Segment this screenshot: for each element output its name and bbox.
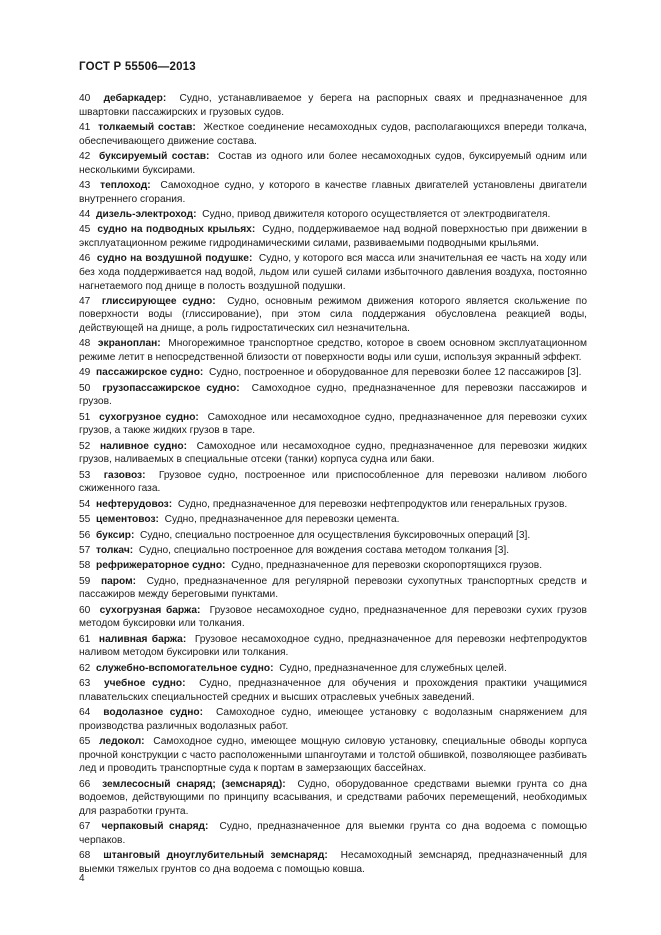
- entry-term: ледокол:: [99, 736, 145, 748]
- entry-number: 63: [79, 678, 91, 690]
- entry-term: пассажирское судно:: [96, 367, 204, 379]
- entry-term: водолазное судно:: [103, 707, 204, 719]
- definition-entry: [79, 529, 587, 543]
- definition-entry: [79, 735, 587, 776]
- entry-term: судно на воздушной подушке:: [96, 253, 253, 265]
- entry-definition: Судно, поддерживаемое над водной поверхностью при движении в эксплуатационном режиме гидродинамическими силами, развиваемыми подводными крыльями.: [79, 224, 587, 249]
- entry-definition: Судно, специально построенное для осуществления буксировочных операций [3].: [140, 529, 531, 541]
- entry-number: 66: [79, 778, 91, 790]
- definition-entry: [79, 706, 587, 733]
- entry-term: глиссирующее судно:: [101, 295, 216, 307]
- definition-entry: [79, 150, 587, 177]
- entry-term: цементовоз:: [96, 514, 159, 526]
- entry-number: 53: [79, 469, 91, 481]
- entry-definition: Судно, предназначенное для регулярной перевозки сухопутных транспортных средств и пассажиров между береговыми пунктами.: [79, 575, 587, 601]
- entry-number: 68: [79, 850, 91, 862]
- entry-term: нефтерудовоз:: [96, 498, 173, 510]
- entry-definition: Судно, основным режимом движения которого является скольжение по поверхности воды (глиссирование), при этом сила поддержания обусловлена реакцией воды, действующей на днище, а роль гидростатических сил незначительна.: [79, 295, 587, 335]
- entry-definition: Многорежимное транспортное средство, которое в своем основном эксплуатационном режиме летит в непосредственной близости от поверхности воды или суши, используя экранный эффект.: [79, 338, 587, 364]
- definition-entry: [79, 633, 587, 660]
- entry-term: буксируемый состав:: [99, 150, 210, 162]
- entry-definition: Жесткое соединение несамоходных судов, располагающихся впереди толкача, обеспечивающего движение состава.: [79, 121, 587, 147]
- entry-number: 41: [79, 121, 91, 133]
- definition-entry: [79, 677, 587, 704]
- entry-definition: Судно, устанавливаемое у берега на распорных сваях и предназначенное для швартовки пассажирских и грузовых судов.: [79, 93, 587, 118]
- entry-number: 42: [79, 150, 91, 162]
- entry-term: дизель-электроход:: [96, 208, 197, 220]
- entry-term: черпаковый снаряд:: [101, 821, 209, 833]
- entry-term: землесосный снаряд; (земснаряд):: [102, 778, 286, 790]
- definition-entry: [79, 604, 587, 631]
- entry-term: дебаркадер:: [103, 93, 167, 104]
- definition-entry: [79, 337, 587, 364]
- entry-definition: Самоходное или несамоходное судно, предназначенное для перевозки жидких грузов, наливаемых в специальные отсеки (танки) корпуса судна или баки.: [79, 440, 587, 466]
- entry-term: сухогрузное судно:: [99, 411, 199, 423]
- entry-number: 57: [79, 544, 91, 556]
- definition-entry: [79, 179, 587, 206]
- definition-entry: [79, 469, 587, 496]
- definition-entry: [79, 544, 587, 558]
- entry-definition: Состав из одного или более несамоходных судов, буксируемый одним или несколькими буксирами.: [79, 150, 587, 176]
- entry-definition: Судно, оборудованное средствами выемки грунта со дна водоемов, действующими по принципу всасывания, и средствами рабочих перемещений, необходимых для разработки грунта.: [79, 778, 587, 817]
- entry-definition: Грузовое несамоходное судно, предназначенное для перевозки сухих грузов методом буксировки или толкания.: [79, 604, 587, 630]
- entry-number: 65: [79, 736, 91, 748]
- entry-number: 47: [79, 295, 91, 307]
- entry-term: паром:: [100, 575, 136, 587]
- entry-definition: Грузовое несамоходное судно, предназначенное для перевозки нефтепродуктов наливом методом буксировки или толкания.: [79, 633, 587, 659]
- entry-definition: Судно, предназначенное для служебных целей.: [279, 662, 507, 674]
- entry-term: рефрижераторное судно:: [96, 560, 226, 572]
- definition-entry: [79, 662, 587, 676]
- entry-term: теплоход:: [100, 179, 151, 191]
- entry-definition: Самоходное или несамоходное судно, предназначенное для перевозки сухих грузов, а также жидких грузов в таре.: [79, 411, 587, 437]
- entry-number: 52: [79, 440, 91, 452]
- definition-entry: [79, 498, 587, 512]
- entry-number: 58: [79, 560, 91, 572]
- entry-term: толкаемый состав:: [98, 121, 196, 133]
- entry-definition: Несамоходный земснаряд, предназначенный для выемки тяжелых грунтов со дна водоема с помощью ковша.: [79, 850, 587, 875]
- page-number: 4: [79, 873, 85, 884]
- definition-entry: [79, 121, 587, 148]
- definition-entry: [79, 295, 587, 336]
- entry-number: 62: [79, 662, 91, 674]
- entry-number: 43: [79, 179, 91, 191]
- entry-number: 49: [79, 367, 91, 379]
- entry-definition: Судно, предназначенное для перевозки цемента.: [164, 514, 400, 526]
- definition-entry: [79, 820, 587, 847]
- entry-term: учебное судно:: [103, 678, 186, 690]
- entry-term: наливная баржа:: [98, 633, 187, 645]
- definition-entry: [79, 440, 587, 467]
- definitions-list: [79, 92, 587, 878]
- entry-number: 51: [79, 411, 91, 423]
- entry-number: 59: [79, 575, 91, 587]
- definition-entry: [79, 559, 587, 573]
- entry-number: 61: [79, 633, 91, 645]
- entry-term: толкач:: [96, 544, 134, 556]
- definition-entry: [79, 849, 587, 876]
- entry-number: 50: [79, 382, 91, 394]
- definition-entry: [79, 575, 587, 602]
- entry-definition: Грузовое судно, построенное или приспособленное для перевозки наливом любого сжиженного газа.: [79, 469, 587, 495]
- entry-definition: Судно, привод движителя которого осуществляется от электродвигателя.: [202, 208, 551, 220]
- entry-term: штанговый дноуглубительный земснаряд:: [103, 850, 328, 862]
- entry-number: 40: [79, 93, 91, 104]
- definition-entry: [79, 778, 587, 819]
- entry-term: экраноплан:: [97, 338, 161, 350]
- entry-number: 60: [79, 604, 91, 616]
- definition-entry: [79, 252, 587, 293]
- entry-number: 56: [79, 529, 91, 541]
- entry-definition: Судно, предназначенное для обучения и прохождения практики учащимися плавательских специальностей средних и высших отраслевых учебных заведений.: [79, 678, 588, 703]
- definition-entry: [79, 382, 587, 409]
- entry-number: 46: [79, 253, 91, 265]
- entry-definition: Судно, у которого вся масса или значительная ее часть на ходу или без хода поддерживается над водой, льдом или сушей силами избыточного давления воздуха, постоянно нагнетаемого под днище в полость воздушной подушки.: [79, 253, 587, 292]
- definition-entry: [79, 208, 587, 222]
- entry-term: служебно-вспомогательное судно:: [96, 662, 274, 674]
- entry-definition: Самоходное судно, у которого в качестве главных двигателей установлены двигатели внутреннего сгорания.: [79, 179, 587, 205]
- entry-term: газовоз:: [103, 469, 146, 481]
- entry-number: 67: [79, 821, 91, 833]
- entry-term: сухогрузная баржа:: [99, 604, 201, 616]
- definition-entry: [79, 513, 587, 527]
- entry-number: 44: [79, 208, 91, 220]
- definition-entry: [79, 366, 587, 380]
- definition-entry: [79, 92, 587, 119]
- entry-definition: Самоходное судно, имеющее мощную силовую установку, специальные обводы корпуса прочной конструкции с часто расположенными шпангоутами и толстой обшивкой, позволяющее разбивать лед и проводить транспортные суда к портам в замерзающих бассейнах.: [79, 736, 587, 775]
- entry-term: буксир:: [96, 529, 135, 541]
- entry-number: 54: [79, 498, 91, 510]
- definition-entry: [79, 411, 587, 438]
- entry-definition: Судно, специально построенное для вождения состава методом толкания [3].: [138, 544, 510, 556]
- entry-term: грузопассажирское судно:: [102, 382, 240, 394]
- entry-definition: Самоходное судно, предназначенное для перевозки пассажиров и грузов.: [79, 382, 587, 408]
- entry-term: наливное судно:: [100, 440, 187, 452]
- entry-number: 55: [79, 514, 91, 526]
- definition-entry: [79, 223, 587, 250]
- entry-definition: Судно, предназначенное для выемки грунта со дна водоема с помощью черпаков.: [79, 821, 587, 846]
- entry-definition: Судно, предназначенное для перевозки скоропортящихся грузов.: [231, 560, 543, 572]
- entry-definition: Самоходное судно, имеющее установку с водолазным снаряжением для производства различных водолазных работ.: [79, 707, 587, 732]
- entry-number: 45: [79, 224, 91, 236]
- entry-definition: Судно, построенное и оборудованное для перевозки более 12 пассажиров [3].: [209, 367, 582, 379]
- entry-number: 64: [79, 707, 91, 719]
- entry-number: 48: [79, 338, 91, 350]
- standard-header: ГОСТ Р 55506—2013: [79, 61, 196, 73]
- entry-definition: Судно, предназначенное для перевозки нефтепродуктов или генеральных грузов.: [177, 498, 568, 510]
- entry-term: судно на подводных крыльях:: [97, 224, 256, 236]
